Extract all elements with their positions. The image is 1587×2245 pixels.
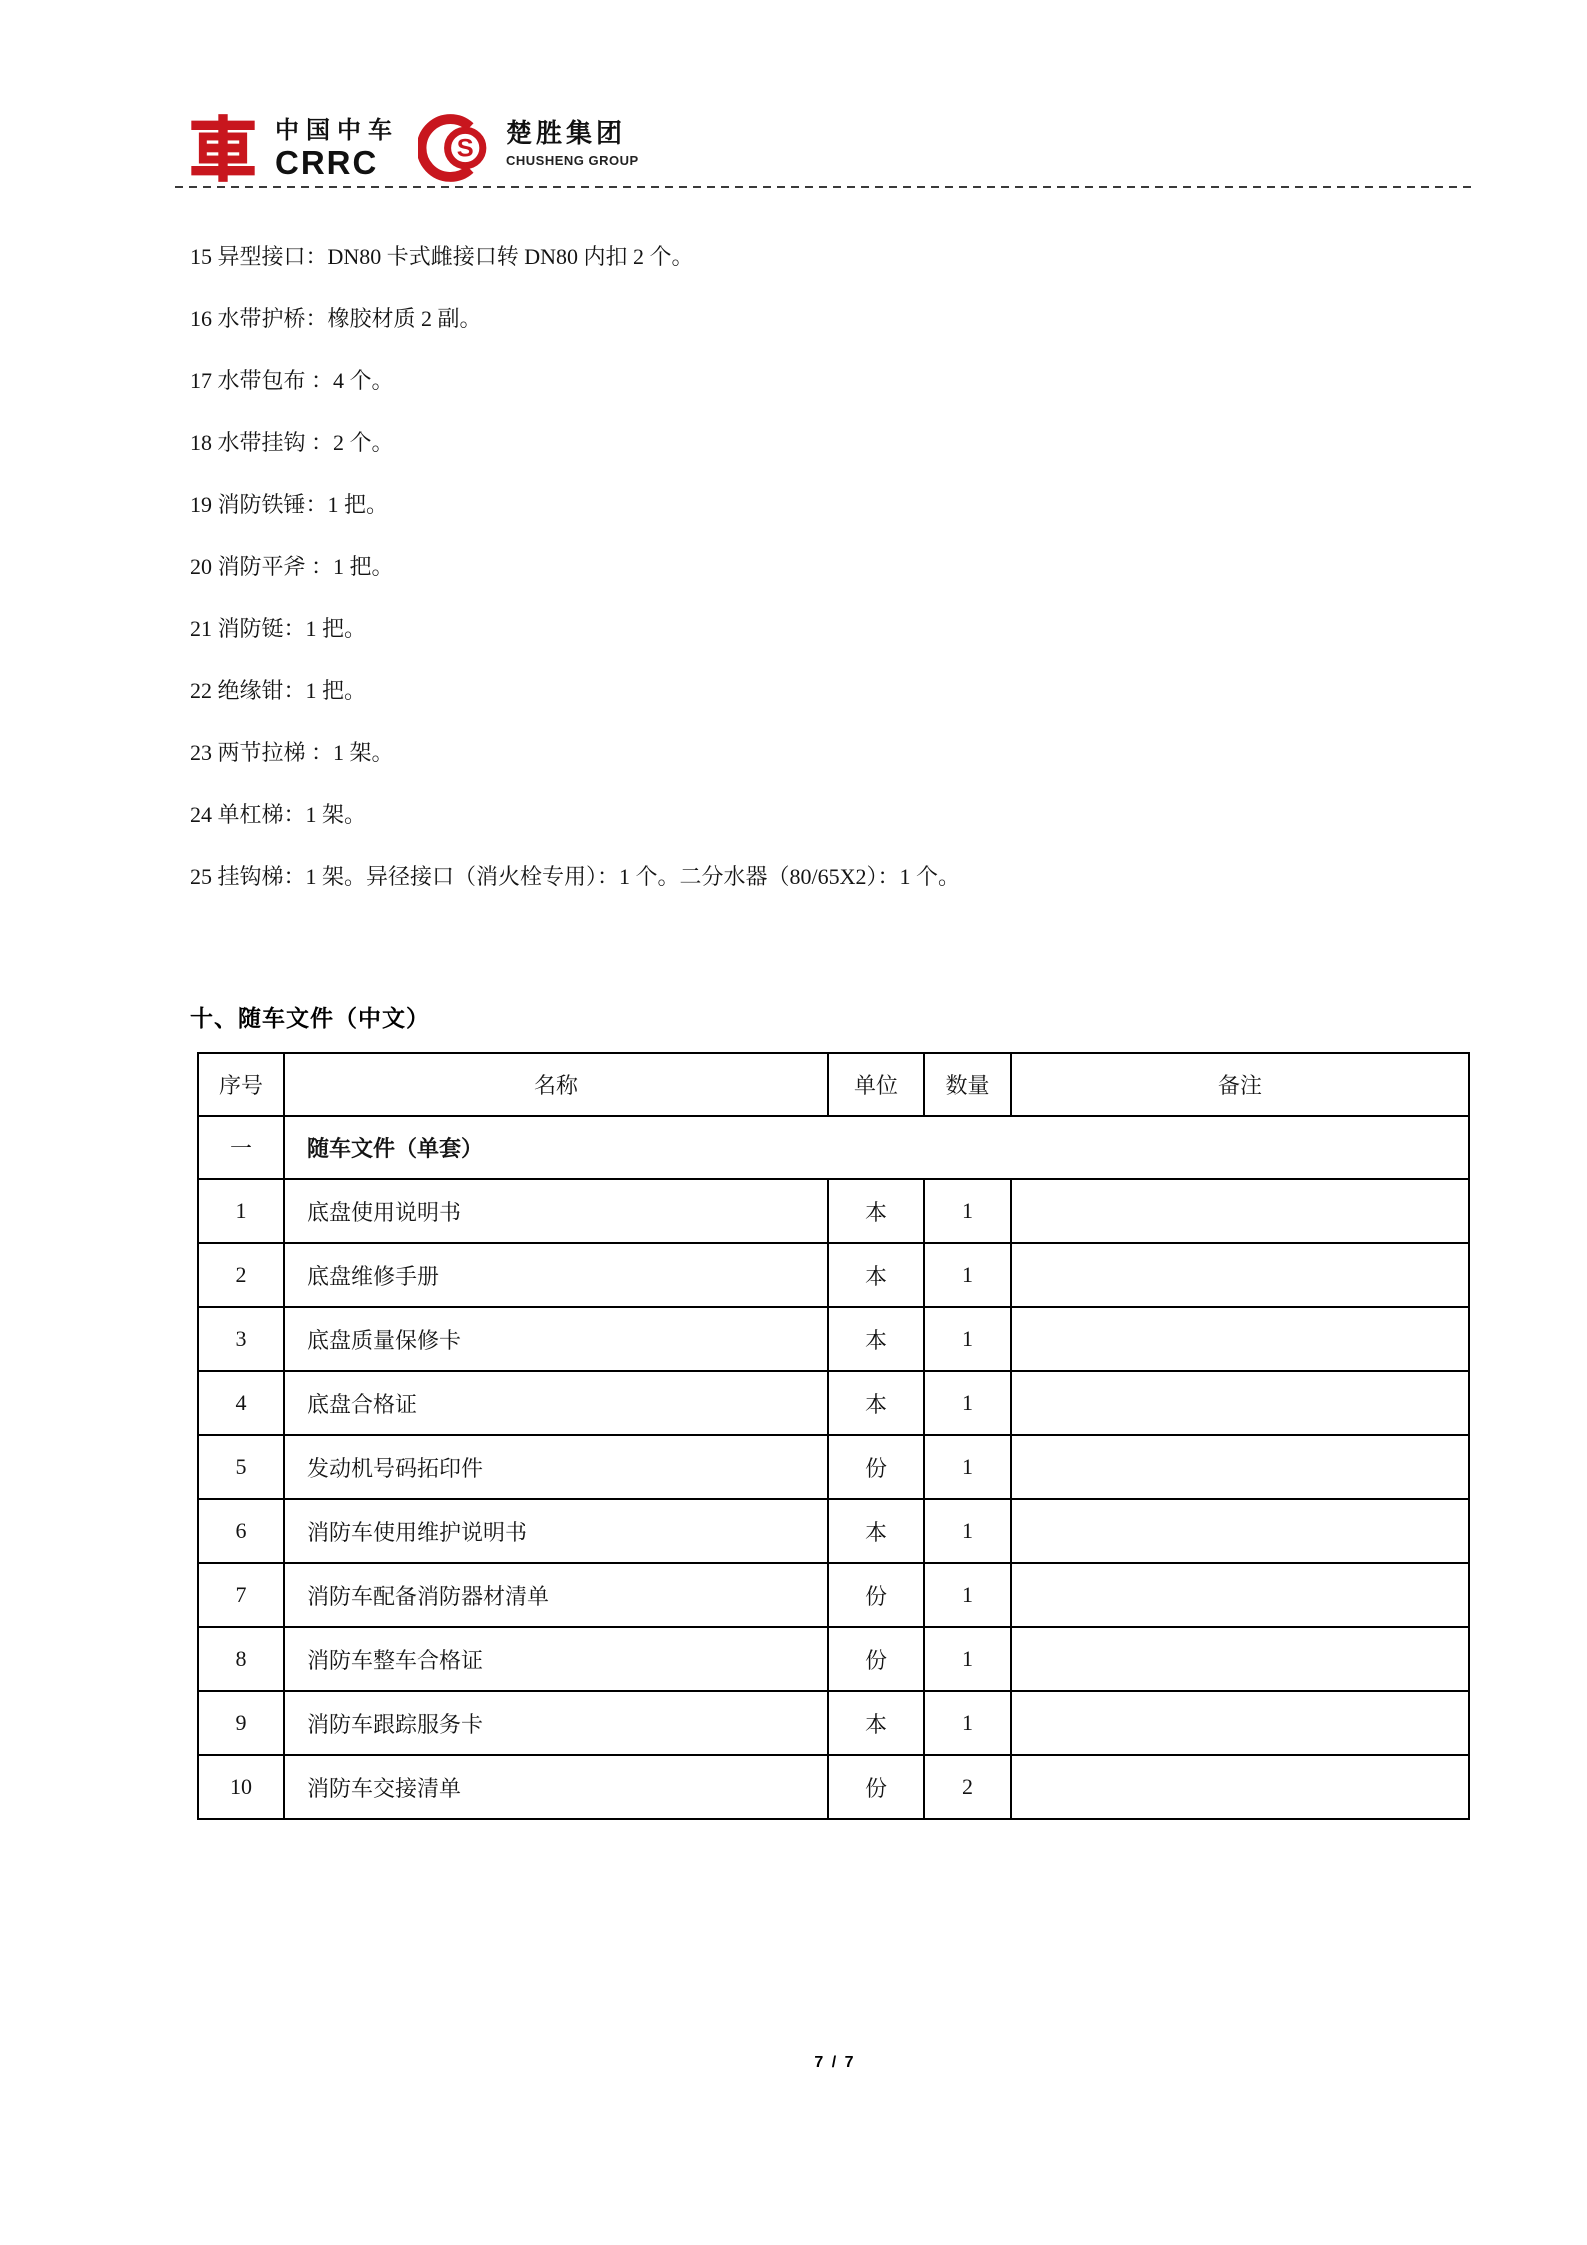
group-name-cell: 随车文件（单套） bbox=[284, 1116, 1469, 1179]
cell-no: 1 bbox=[198, 1179, 284, 1243]
cell-name: 消防车交接清单 bbox=[284, 1755, 828, 1819]
table-row bbox=[198, 1627, 1469, 1691]
cell-name: 消防车配备消防器材清单 bbox=[284, 1563, 828, 1627]
crrc-logo-icon bbox=[187, 112, 259, 184]
group-no-cell: 一 bbox=[198, 1116, 284, 1179]
header-cell-unit: 单位 bbox=[828, 1053, 924, 1116]
table-row bbox=[198, 1499, 1469, 1563]
cell-unit: 份 bbox=[828, 1435, 924, 1499]
header-cell-qty: 数量 bbox=[924, 1053, 1011, 1116]
cell-note bbox=[1011, 1499, 1469, 1563]
cell-note bbox=[1011, 1371, 1469, 1435]
cell-no: 5 bbox=[198, 1435, 284, 1499]
cell-note bbox=[1011, 1243, 1469, 1307]
cell-note bbox=[1011, 1691, 1469, 1755]
cell-unit: 本 bbox=[828, 1371, 924, 1435]
chusheng-logo-icon bbox=[418, 112, 492, 184]
cell-qty: 1 bbox=[924, 1627, 1011, 1691]
cell-unit: 本 bbox=[828, 1499, 924, 1563]
list-item: 24 单杠梯：1 架。 bbox=[190, 801, 367, 827]
cell-no: 3 bbox=[198, 1307, 284, 1371]
cell-qty: 1 bbox=[924, 1307, 1011, 1371]
table-row bbox=[198, 1243, 1469, 1307]
cell-qty: 1 bbox=[924, 1243, 1011, 1307]
table-row bbox=[198, 1307, 1469, 1371]
cell-name: 消防车整车合格证 bbox=[284, 1627, 828, 1691]
chusheng-wordmark bbox=[506, 112, 639, 167]
list-item: 15 异型接口：DN80 卡式雌接口转 DN80 内扣 2 个。 bbox=[190, 243, 694, 269]
cell-name: 发动机号码拓印件 bbox=[284, 1435, 828, 1499]
table-row bbox=[198, 1435, 1469, 1499]
cell-note bbox=[1011, 1307, 1469, 1371]
cell-qty: 1 bbox=[924, 1563, 1011, 1627]
table-row bbox=[198, 1371, 1469, 1435]
list-item: 17 水带包布 ：4 个。 bbox=[190, 367, 394, 393]
cell-note bbox=[1011, 1627, 1469, 1691]
cell-unit: 本 bbox=[828, 1691, 924, 1755]
cell-unit: 份 bbox=[828, 1755, 924, 1819]
chusheng-latin-name: CHUSHENG GROUP bbox=[506, 153, 639, 169]
crrc-brand bbox=[187, 112, 399, 184]
cell-no: 7 bbox=[198, 1563, 284, 1627]
cell-no: 9 bbox=[198, 1691, 284, 1755]
cell-unit: 份 bbox=[828, 1627, 924, 1691]
cell-name: 底盘合格证 bbox=[284, 1371, 828, 1435]
header-cell-name: 名称 bbox=[284, 1053, 828, 1116]
cell-unit: 本 bbox=[828, 1179, 924, 1243]
cell-no: 8 bbox=[198, 1627, 284, 1691]
cell-unit: 本 bbox=[828, 1307, 924, 1371]
table-row bbox=[198, 1179, 1469, 1243]
table-group-row bbox=[198, 1116, 1469, 1179]
cell-name: 底盘使用说明书 bbox=[284, 1179, 828, 1243]
cell-name: 消防车跟踪服务卡 bbox=[284, 1691, 828, 1755]
list-item: 21 消防铤：1 把。 bbox=[190, 615, 367, 641]
header-cell-no: 序号 bbox=[198, 1053, 284, 1116]
cell-note bbox=[1011, 1563, 1469, 1627]
cell-qty: 1 bbox=[924, 1371, 1011, 1435]
cell-no: 4 bbox=[198, 1371, 284, 1435]
crrc-latin-name: CRRC bbox=[275, 144, 379, 182]
crrc-wordmark bbox=[275, 112, 399, 182]
chusheng-brand bbox=[418, 112, 639, 184]
cell-name: 底盘质量保修卡 bbox=[284, 1307, 828, 1371]
list-item: 20 消防平斧 ：1 把。 bbox=[190, 553, 394, 579]
cell-qty: 1 bbox=[924, 1691, 1011, 1755]
cell-unit: 份 bbox=[828, 1563, 924, 1627]
cell-qty: 2 bbox=[924, 1755, 1011, 1819]
list-item: 19 消防铁锤：1 把。 bbox=[190, 491, 389, 517]
list-item: 16 水带护桥：橡胶材质 2 副。 bbox=[190, 305, 482, 331]
header-divider bbox=[175, 186, 1475, 188]
cell-no: 2 bbox=[198, 1243, 284, 1307]
equipment-list bbox=[190, 224, 1510, 906]
crrc-chinese-name: 中国中车 bbox=[275, 117, 399, 144]
cell-note bbox=[1011, 1755, 1469, 1819]
cell-name: 消防车使用维护说明书 bbox=[284, 1499, 828, 1563]
list-item: 18 水带挂钩 ：2 个。 bbox=[190, 429, 394, 455]
table-row bbox=[198, 1755, 1469, 1819]
svg-text:S: S bbox=[456, 134, 474, 163]
cell-unit: 本 bbox=[828, 1243, 924, 1307]
section-title: 十、随车文件（中文） bbox=[190, 1005, 430, 1031]
chusheng-chinese-name: 楚胜集团 bbox=[506, 118, 627, 148]
cell-note bbox=[1011, 1179, 1469, 1243]
list-item: 22 绝缘钳：1 把。 bbox=[190, 677, 367, 703]
list-item: 23 两节拉梯 ：1 架。 bbox=[190, 739, 394, 765]
page-number: 7 / 7 bbox=[814, 2054, 856, 2071]
cell-qty: 1 bbox=[924, 1499, 1011, 1563]
table-row bbox=[198, 1691, 1469, 1755]
cell-qty: 1 bbox=[924, 1179, 1011, 1243]
table-row bbox=[198, 1563, 1469, 1627]
cell-qty: 1 bbox=[924, 1435, 1011, 1499]
cell-name: 底盘维修手册 bbox=[284, 1243, 828, 1307]
cell-note bbox=[1011, 1435, 1469, 1499]
header-cell-note: 备注 bbox=[1011, 1053, 1469, 1116]
documents-table bbox=[197, 1052, 1470, 1820]
list-item: 25 挂钩梯：1 架。异径接口（消火栓专用）：1 个。二分水器（80/65X2）：1 个。 bbox=[190, 863, 961, 889]
cell-no: 10 bbox=[198, 1755, 284, 1819]
table-header-row bbox=[198, 1053, 1469, 1116]
cell-no: 6 bbox=[198, 1499, 284, 1563]
